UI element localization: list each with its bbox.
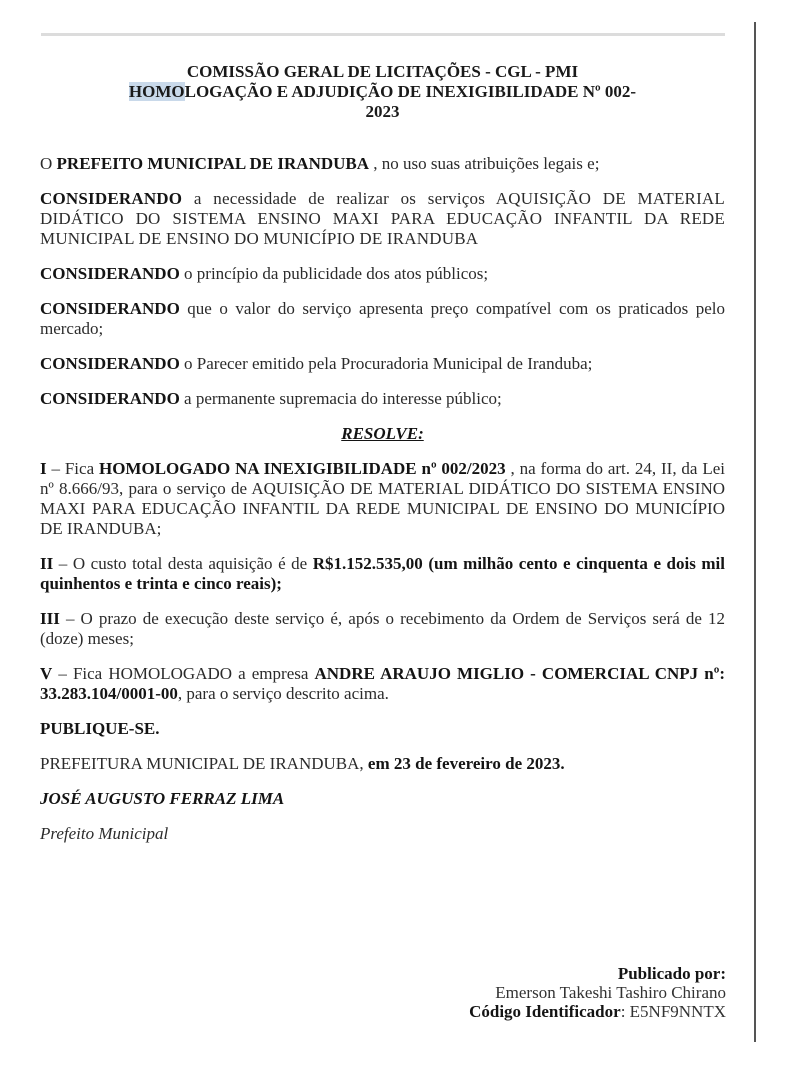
intro-rest: , no uso suas atribuições legais e; [369,154,600,173]
considerando-label: CONSIDERANDO [40,299,180,318]
considerando-paragraph-4 [40,354,725,374]
closing-place: PREFEITURA MUNICIPAL DE IRANDUBA, [40,754,368,773]
considerando-label: CONSIDERANDO [40,264,180,283]
item-number: V [40,664,53,683]
considerando-paragraph-3 [40,299,725,339]
considerando-label: CONSIDERANDO [40,354,180,373]
item-number: I [40,459,47,478]
item-text: – Fica HOMOLOGADO a empresa [52,664,315,683]
considerando-paragraph-2 [40,264,725,284]
resolve-heading: RESOLVE: [341,424,424,443]
header-title-rest: LOGAÇÃO E ADJUDIÇÃO DE INEXIGIBILIDADE Nº 002- [184,82,637,101]
item-text: – Fica [46,459,99,478]
item-text: – O custo total desta aquisição é de [53,554,313,573]
closing-line [40,754,725,774]
published-by-label: Publicado por: [617,964,726,983]
item-rest-text: , na forma do art. 24, II, da Lei nº 8.666/93, para o serviço de AQUISIÇÃO DE MATERIAL DIDÁTICO DO SISTEMA ENSINO MAXI PARA EDUCAÇÃO INFANTIL DA REDE MUNICIPAL DE ENSINO DO MUNICÍPIO DE IRANDUBA; [40,459,725,538]
publique-se [40,719,725,739]
text-selection-highlight[interactable]: HOMO [128,82,185,101]
item-number: II [40,554,54,573]
considerando-text: a necessidade de realizar os serviços AQUISIÇÃO DE MATERIAL DIDÁTICO DO SISTEMA ENSINO MAXI PARA EDUCAÇÃO INFANTIL DA REDE MUNICIPAL DE ENSINO DO MUNICÍPIO DE IRANDUBA [40,189,725,248]
item-i-paragraph [40,459,725,539]
signatory-name: JOSÉ AUGUSTO FERRAZ LIMA [40,789,285,808]
considerando-text: que o valor do serviço apresenta preço compatível com os praticados pelo mercado; [40,299,725,338]
considerando-text: a permanente supremacia do interesse público; [179,389,502,408]
header-line-year: 2023 [365,102,400,121]
considerando-label: CONSIDERANDO [40,389,180,408]
item-number: III [40,609,60,628]
intro-prefix: O [40,154,57,173]
item-ii-paragraph [40,554,725,594]
intro-authority: PREFEITO MUNICIPAL DE IRANDUBA [56,154,370,173]
identifier-line [469,1002,726,1021]
document-page [40,62,725,844]
document-header [40,62,725,122]
considerando-paragraph-1 [40,189,725,249]
publication-block [469,964,726,1021]
considerando-label: CONSIDERANDO [40,189,183,208]
page-edge-scroll-divider [754,22,756,1042]
item-company: ANDRE ARAUJO MIGLIO - COMERCIAL CNPJ nº: 33.283.104/0001-00 [40,664,725,703]
identifier-label: Código Identificador [469,1002,621,1021]
item-text: – O prazo de execução deste serviço é, após o recebimento da Ordem de Serviços será de 12 (doze) meses; [40,609,725,648]
top-divider [41,33,725,36]
signatory-title: Prefeito Municipal [40,824,169,843]
item-rest-text: , para o serviço descrito acima. [177,684,389,703]
identifier-value: : E5NF9NNTX [620,1002,726,1021]
item-v-paragraph [40,664,725,704]
item-amount: R$1.152.535,00 (um milhão cento e cinquenta e dois mil quinhentos e trinta e cinco reais); [40,554,725,593]
considerando-text: o princípio da publicidade dos atos públicos; [179,264,489,283]
closing-date: em 23 de fevereiro de 2023. [367,754,565,773]
intro-paragraph [40,154,725,174]
publique-label: PUBLIQUE-SE. [40,719,160,738]
header-line-commission: COMISSÃO GERAL DE LICITAÇÕES - CGL - PMI [186,62,579,81]
item-iii-paragraph [40,609,725,649]
considerando-paragraph-5 [40,389,725,409]
publisher-name: Emerson Takeshi Tashiro Chirano [495,983,726,1002]
item-bold-text: HOMOLOGADO NA INEXIGIBILIDADE nº 002/2023 [98,459,506,478]
considerando-text: o Parecer emitido pela Procuradoria Municipal de Iranduba; [179,354,593,373]
header-line-title [40,82,725,102]
